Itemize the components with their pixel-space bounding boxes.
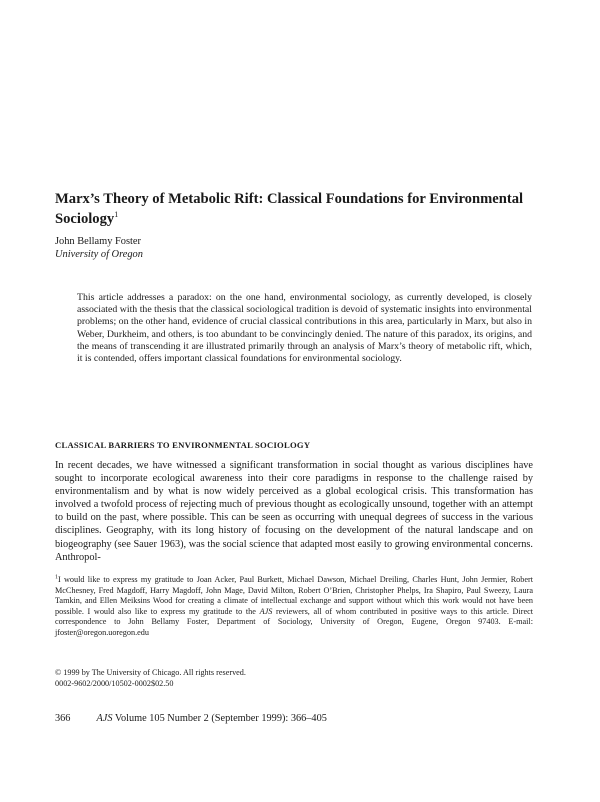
page-footer — [55, 712, 327, 725]
footnote-text-part2: reviewers, all of whom contributed in positive ways to this article. Direct correspondence to John Bellamy Foster, Department of Sociology, University of Oregon, Eugene, Oregon 97403. E-mail: jfoster@oregon.uoregon.edu — [55, 606, 534, 637]
journal-name: AJS — [96, 713, 113, 724]
volume-info: Volume 105 Number 2 (September 1999): 366–405 — [114, 713, 327, 724]
title-footnote-marker[interactable]: 1 — [114, 210, 119, 220]
section-heading: CLASSICAL BARRIERS TO ENVIRONMENTAL SOCIOLOGY — [55, 440, 311, 450]
article-title-text: Marx’s Theory of Metabolic Rift: Classical Foundations for Environmental Sociology — [55, 191, 524, 227]
body-paragraph: In recent decades, we have witnessed a significant transformation in social thought as various disciplines have sought to incorporate ecological awareness into their core paradigms in response to the challenge raised by environmentalism and by what is now widely perceived as a global ecological crisis. This transformation has involved a twofold process of rejecting much of previous thought as ecologically unsound, together with an attempt to build on the past, where possible. This can be seen as occurring with unequal degrees of success in the various disciplines. Geography, with its long history of focusing on the development of the natural landscape and on biogeography (see Sauer 1963), was the social science that adapted most easily to growing environmental concerns. Anthropol- — [55, 460, 533, 563]
author-affiliation: University of Oregon — [55, 249, 143, 260]
footnote-text-part1: I would like to express my gratitude to Joan Acker, Paul Burkett, Michael Dawson, Michael Dreiling, Charles Hunt, John Jermier, Robert McChesney, Fred Magdoff, Harry Magdoff, John Mage, David Milton, Robert O’Brien, Christopher Phelps, Ira Shapiro, Paul Sweezy, Laura Tamkin, and Ellen Meiksins Wood for creating a climate of intellectual exchange and support without which this work would not have been possible. I would also like to express my gratitude to the — [55, 575, 533, 616]
footnote-journal-name: AJS — [259, 606, 273, 616]
article-title — [55, 189, 535, 229]
author-name: John Bellamy Foster — [55, 236, 142, 247]
copyright-notice: © 1999 by The University of Chicago. All rights reserved. — [55, 668, 246, 677]
abstract: This article addresses a paradox: on the one hand, environmental sociology, as currently developed, is closely associated with the thesis that the classical sociological tradition is devoid of systematic insights into environmental problems; on the other hand, evidence of crucial classical contributions in this area, particularly in Marx, but also in Weber, Durkheim, and others, is too abundant to be convincingly denied. The nature of this paradox, its origins, and the means of transcending it are illustrated primarily through an analysis of Marx’s theory of metabolic rift, which, it is contended, offers important classical foundations for environmental sociology. — [77, 292, 532, 365]
footnote — [55, 575, 533, 638]
issn-line: 0002-9602/2000/10502-0002$02.50 — [55, 679, 174, 688]
page-number: 366 — [55, 713, 71, 724]
footnote-marker: 1 — [55, 574, 58, 581]
